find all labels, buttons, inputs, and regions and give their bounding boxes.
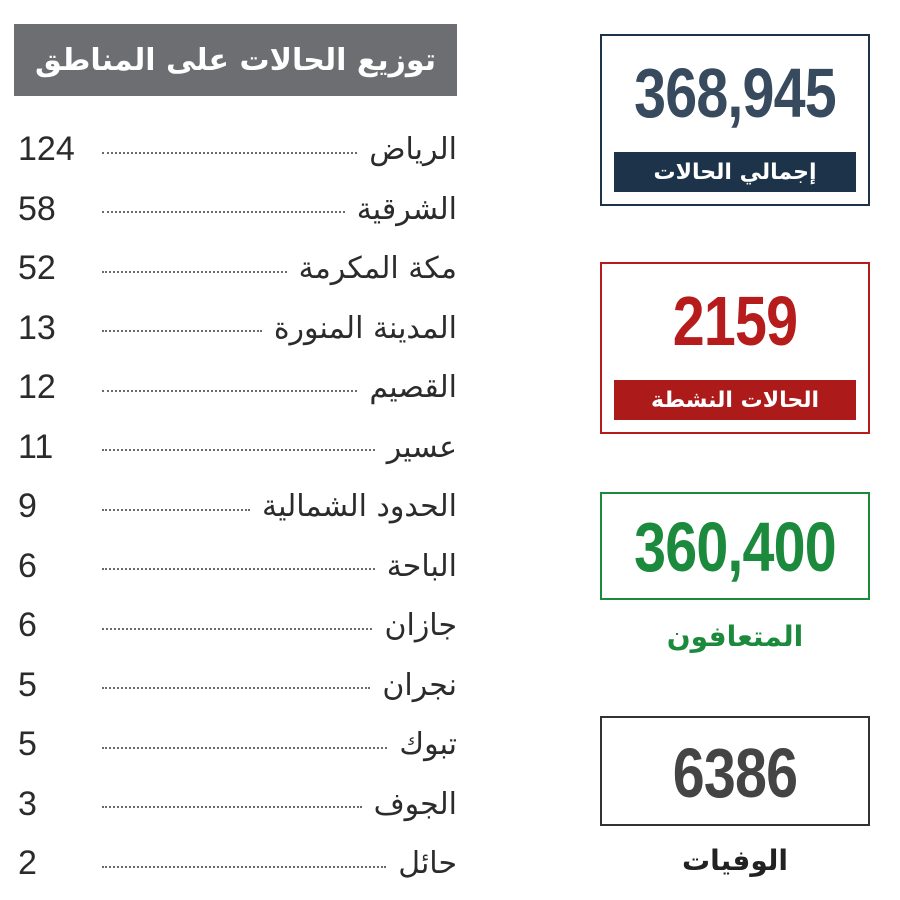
active-cases-label: الحالات النشطة: [614, 380, 856, 420]
region-name: مكة المكرمة: [298, 251, 457, 287]
region-value: 58: [18, 189, 56, 228]
dotted-leader: [102, 271, 287, 273]
total-cases-label: إجمالي الحالات: [614, 152, 856, 192]
dotted-leader: [102, 687, 370, 689]
dotted-leader: [102, 509, 250, 511]
region-name: حائل: [398, 846, 457, 882]
region-name: عسير: [386, 429, 457, 465]
region-name: القصيم: [369, 370, 457, 406]
total-cases-value: 368,945: [634, 54, 836, 132]
region-name: الرياض: [369, 132, 457, 168]
dotted-leader: [102, 152, 357, 154]
dotted-leader: [102, 449, 375, 451]
region-value: 6: [18, 546, 37, 585]
region-row: [14, 715, 457, 775]
region-value: 12: [18, 368, 56, 407]
region-row: [14, 358, 457, 418]
deaths-card: [600, 716, 870, 826]
active-cases-value: 2159: [672, 282, 798, 360]
dotted-leader: [102, 866, 386, 868]
region-name: جازان: [384, 608, 457, 644]
region-row: [14, 418, 457, 478]
dotted-leader: [102, 330, 262, 332]
region-row: [14, 775, 457, 835]
region-row: [14, 537, 457, 597]
dotted-leader: [102, 211, 345, 213]
region-value: 11: [18, 427, 54, 466]
region-row: [14, 120, 457, 180]
region-row: [14, 180, 457, 240]
dotted-leader: [102, 747, 387, 749]
region-name: المدينة المنورة: [273, 310, 457, 346]
region-name: نجران: [382, 667, 457, 703]
region-row: [14, 656, 457, 716]
region-name: الشرقية: [356, 191, 457, 227]
dotted-leader: [102, 390, 357, 392]
deaths-label: الوفيات: [681, 844, 789, 877]
region-value: 3: [18, 784, 37, 823]
dotted-leader: [102, 806, 362, 808]
region-name: الباحة: [386, 548, 457, 584]
region-name: تبوك: [399, 727, 457, 763]
region-row: [14, 299, 457, 359]
region-name: الجوف: [373, 786, 457, 822]
region-name: الحدود الشمالية: [262, 489, 457, 525]
region-row: [14, 596, 457, 656]
region-value: 52: [18, 249, 56, 288]
region-value: 6: [18, 606, 37, 645]
region-value: 9: [18, 487, 37, 526]
region-list: [14, 120, 457, 894]
region-value: 13: [18, 308, 56, 347]
active-cases-card: [600, 262, 870, 434]
region-value: 5: [18, 665, 37, 704]
region-row: [14, 834, 457, 894]
recovered-card: [600, 492, 870, 600]
recovered-label: المتعافون: [666, 620, 804, 653]
region-value: 124: [18, 130, 75, 169]
regions-title: توزيع الحالات على المناطق: [14, 24, 457, 96]
dotted-leader: [102, 568, 375, 570]
recovered-value: 360,400: [634, 508, 836, 586]
deaths-value: 6386: [672, 734, 798, 812]
dotted-leader: [102, 628, 372, 630]
region-row: [14, 477, 457, 537]
region-value: 5: [18, 725, 37, 764]
region-value: 2: [18, 844, 37, 883]
total-cases-card: [600, 34, 870, 206]
region-row: [14, 239, 457, 299]
